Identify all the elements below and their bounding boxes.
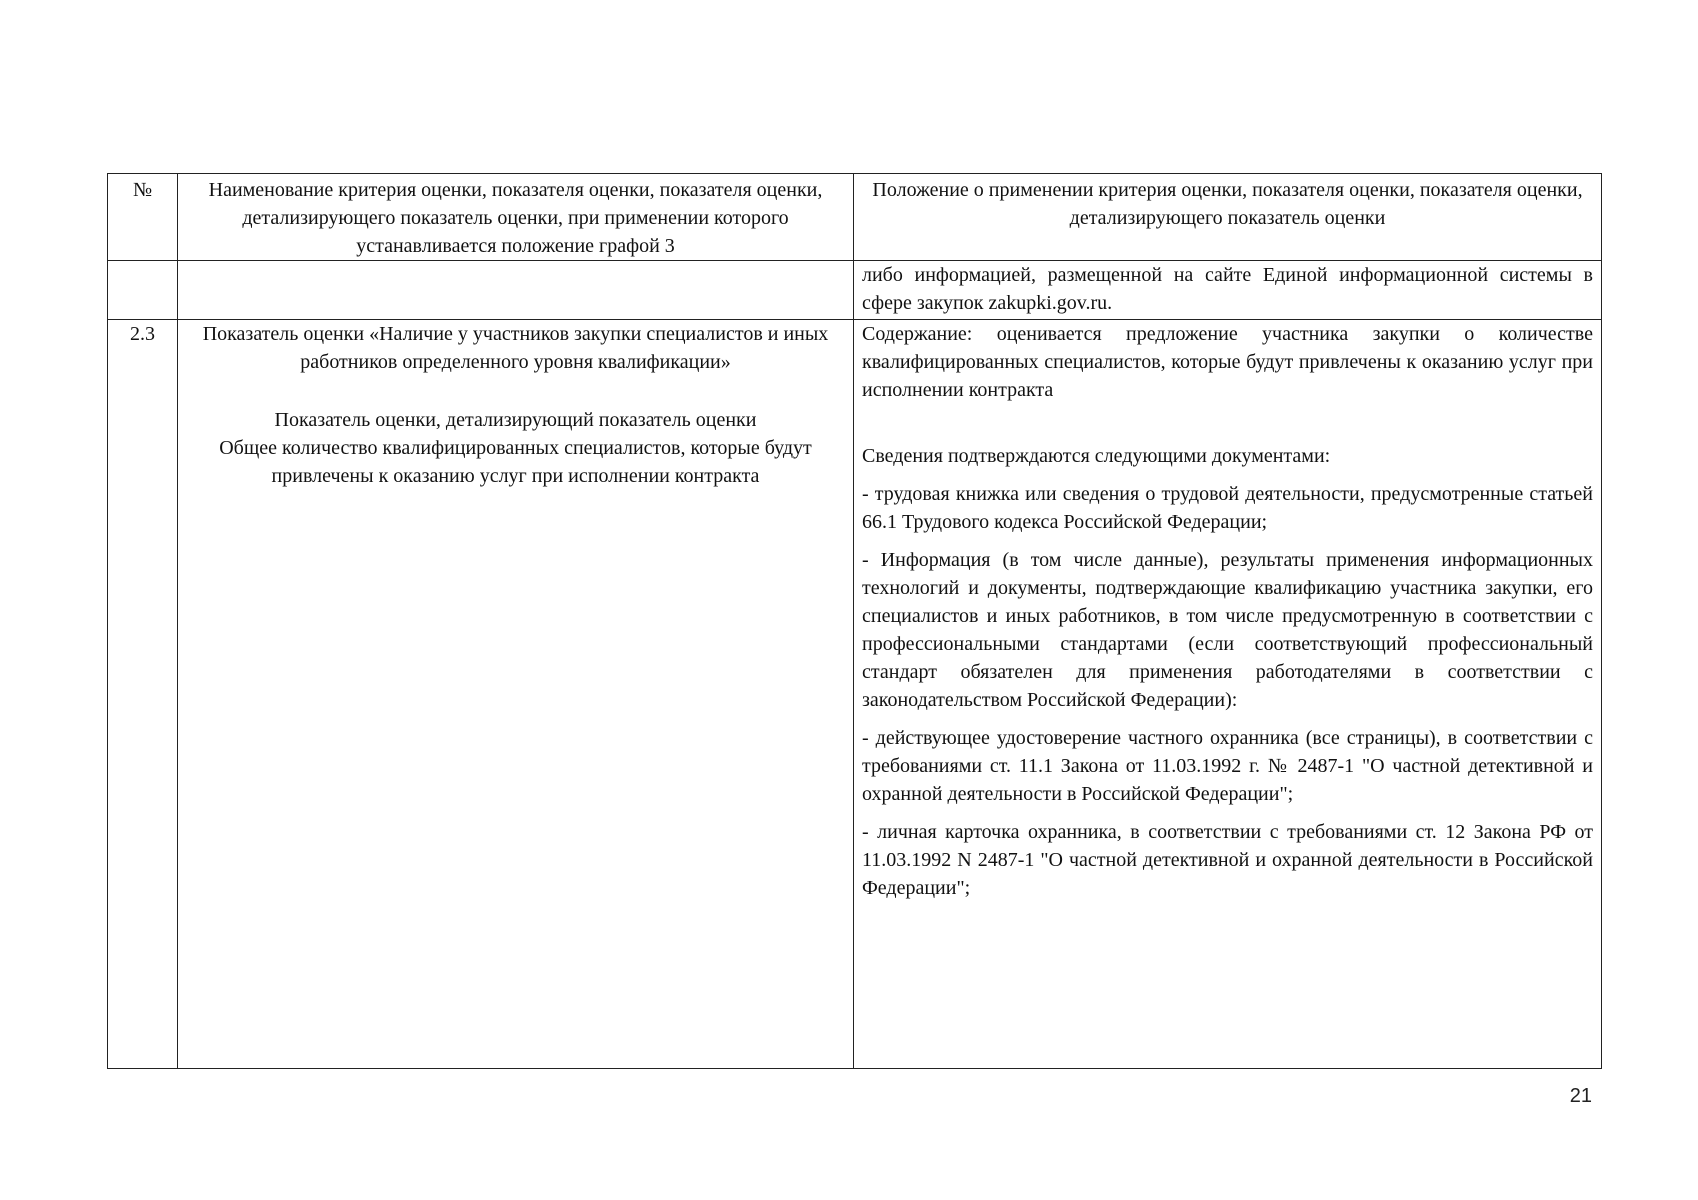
header-num: № [108,174,178,261]
table-row [108,261,1602,320]
indicator-name: Показатель оценки «Наличие у участников закупки специалистов и иных работников определенного уровня квалификации» [202,323,829,373]
cell-num [108,261,178,320]
cell-position [854,320,1602,1069]
content-paragraph: Содержание: оценивается предложение участника закупки о количестве квалифицированных специалистов, которые будут привлечены к оказанию услуг при исполнении контракта [862,323,1593,401]
doc-item: - действующее удостоверение частного охранника (все страницы), в соответствии с требованиями ст. 11.1 Закона от 11.03.1992 г. № 2487-1 "О частной детективной и охранной деятельности в Российской Федерации"; [862,727,1593,805]
header-position: Положение о применении критерия оценки, показателя оценки, показателя оценки, детализирующего показатель оценки [854,174,1602,261]
detail-indicator [186,406,845,490]
cell-name [178,261,854,320]
cell-position-continuation: либо информацией, размещенной на сайте Единой информационной системы в сфере закупок zakupki.gov.ru. [854,261,1602,320]
doc-item: - трудовая книжка или сведения о трудовой деятельности, предусмотренные статьей 66.1 Трудового кодекса Российской Федерации; [862,483,1593,533]
table-row [108,320,1602,1069]
table-header-row [108,174,1602,261]
cell-num: 2.3 [108,320,178,1069]
detail-indicator-title: Показатель оценки, детализирующий показатель оценки [274,409,757,431]
page-number: 21 [1569,1085,1592,1107]
doc-item: - Информация (в том числе данные), результаты применения информационных технологий и документы, подтверждающие квалификацию участника закупки, его специалистов и иных работников, в том числе предусмотренную в соответствии с профессиональными стандартами (если соответствующий профессиональный стандарт обязателен для применения работодателями в соответствии с законодательством Российской Федерации): [862,549,1593,711]
detail-indicator-text: Общее количество квалифицированных специалистов, которые будут привлечены к оказанию услуг при исполнении контракта [219,437,812,487]
cell-criterion-name [178,320,854,1069]
criteria-table [107,173,1602,1069]
header-criterion-name: Наименование критерия оценки, показателя оценки, показателя оценки, детализирующего показатель оценки, при применении которого устанавливается положение графой 3 [178,174,854,261]
doc-item: - личная карточка охранника, в соответствии с требованиями ст. 12 Закона РФ от 11.03.1992 N 2487-1 "О частной детективной и охранной деятельности в Российской Федерации"; [862,821,1593,899]
docs-intro: Сведения подтверждаются следующими документами: [862,445,1331,467]
